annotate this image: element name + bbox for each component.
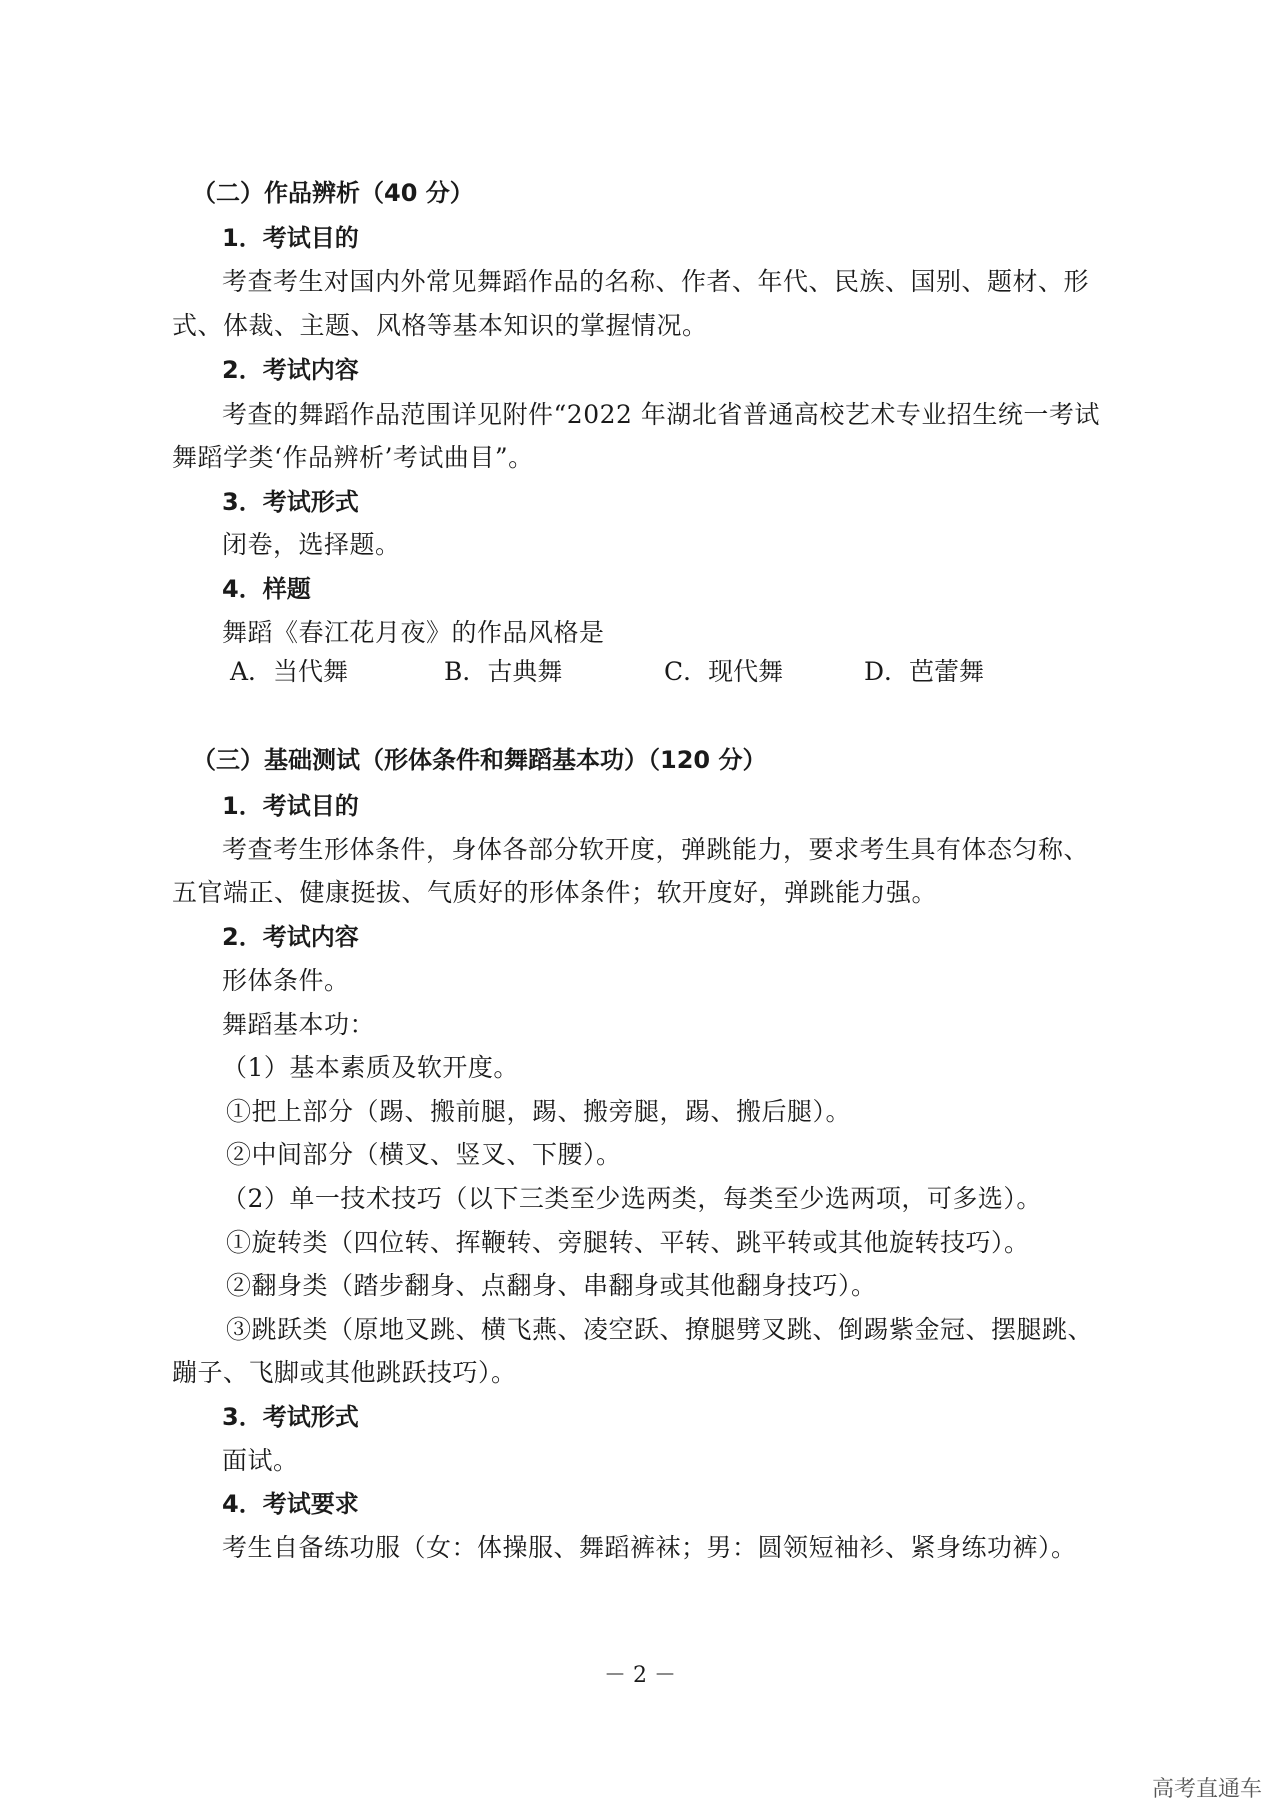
paragraph-line: 考查的舞蹈作品范围详见附件“2022 年湖北省普通高校艺术专业招生统一考试 bbox=[222, 400, 1100, 429]
subsection-title: 4．样题 bbox=[222, 575, 311, 603]
subsection-title: 3．考试形式 bbox=[222, 488, 359, 516]
paragraph-line: （2）单一技术技巧（以下三类至少选两类，每类至少选两项，可多选）。 bbox=[222, 1184, 1042, 1213]
subsection-title: 4．考试要求 bbox=[222, 1490, 359, 1518]
paragraph-line: 考查考生形体条件，身体各部分软开度，弹跳能力，要求考生具有体态匀称、 bbox=[222, 835, 1090, 864]
option-a: A．当代舞 bbox=[230, 657, 349, 686]
subsection-title: 2．考试内容 bbox=[222, 923, 359, 951]
answer-options bbox=[0, 652, 1280, 686]
subsection-title: 2．考试内容 bbox=[222, 356, 359, 384]
option-c: C．现代舞 bbox=[664, 657, 784, 686]
subsection-title: 3．考试形式 bbox=[222, 1403, 359, 1431]
paragraph-line: 舞蹈基本功： bbox=[222, 1010, 376, 1039]
paragraph-line: （1）基本素质及软开度。 bbox=[222, 1053, 519, 1082]
paragraph-line: ②中间部分（横叉、竖叉、下腰）。 bbox=[226, 1140, 622, 1169]
paragraph-line: 闭卷，选择题。 bbox=[222, 530, 401, 559]
paragraph-line: 考查考生对国内外常见舞蹈作品的名称、作者、年代、民族、国别、题材、形 bbox=[222, 267, 1090, 296]
section-heading-3: （三）基础测试（形体条件和舞蹈基本功）（120 分） bbox=[192, 746, 767, 774]
section-heading-2: （二）作品辨析（40 分） bbox=[192, 179, 474, 207]
paragraph-line: ③跳跃类（原地叉跳、横飞燕、凌空跃、撩腿劈叉跳、倒踢紫金冠、摆腿跳、 bbox=[226, 1315, 1094, 1344]
option-b: B．古典舞 bbox=[444, 657, 563, 686]
subsection-title: 1．考试目的 bbox=[222, 224, 359, 252]
paragraph-line: ①把上部分（踢、搬前腿，踢、搬旁腿，踢、搬后腿）。 bbox=[226, 1097, 852, 1126]
paragraph-line: ①旋转类（四位转、挥鞭转、旁腿转、平转、跳平转或其他旋转技巧）。 bbox=[226, 1228, 1030, 1257]
paragraph-line: 舞蹈学类‘作品辨析’考试曲目”。 bbox=[172, 443, 534, 472]
paragraph-line: 式、体裁、主题、风格等基本知识的掌握情况。 bbox=[172, 311, 708, 340]
page-number: － 2 － bbox=[604, 1663, 676, 1688]
question-stem: 舞蹈《春江花月夜》的作品风格是 bbox=[222, 618, 605, 647]
subsection-title: 1．考试目的 bbox=[222, 792, 359, 820]
watermark: 高考直通车 bbox=[1151, 1777, 1262, 1802]
paragraph-line: 考生自备练功服（女：体操服、舞蹈裤袜；男：圆领短袖衫、紧身练功裤）。 bbox=[222, 1533, 1077, 1562]
paragraph-line: 形体条件。 bbox=[222, 966, 350, 995]
paragraph-line: 蹦子、飞脚或其他跳跃技巧）。 bbox=[172, 1358, 517, 1387]
option-d: D．芭蕾舞 bbox=[864, 657, 985, 686]
paragraph-line: ②翻身类（踏步翻身、点翻身、串翻身或其他翻身技巧）。 bbox=[226, 1271, 877, 1300]
paragraph-line: 面试。 bbox=[222, 1446, 299, 1475]
paragraph-line: 五官端正、健康挺拔、气质好的形体条件；软开度好，弹跳能力强。 bbox=[172, 878, 938, 907]
